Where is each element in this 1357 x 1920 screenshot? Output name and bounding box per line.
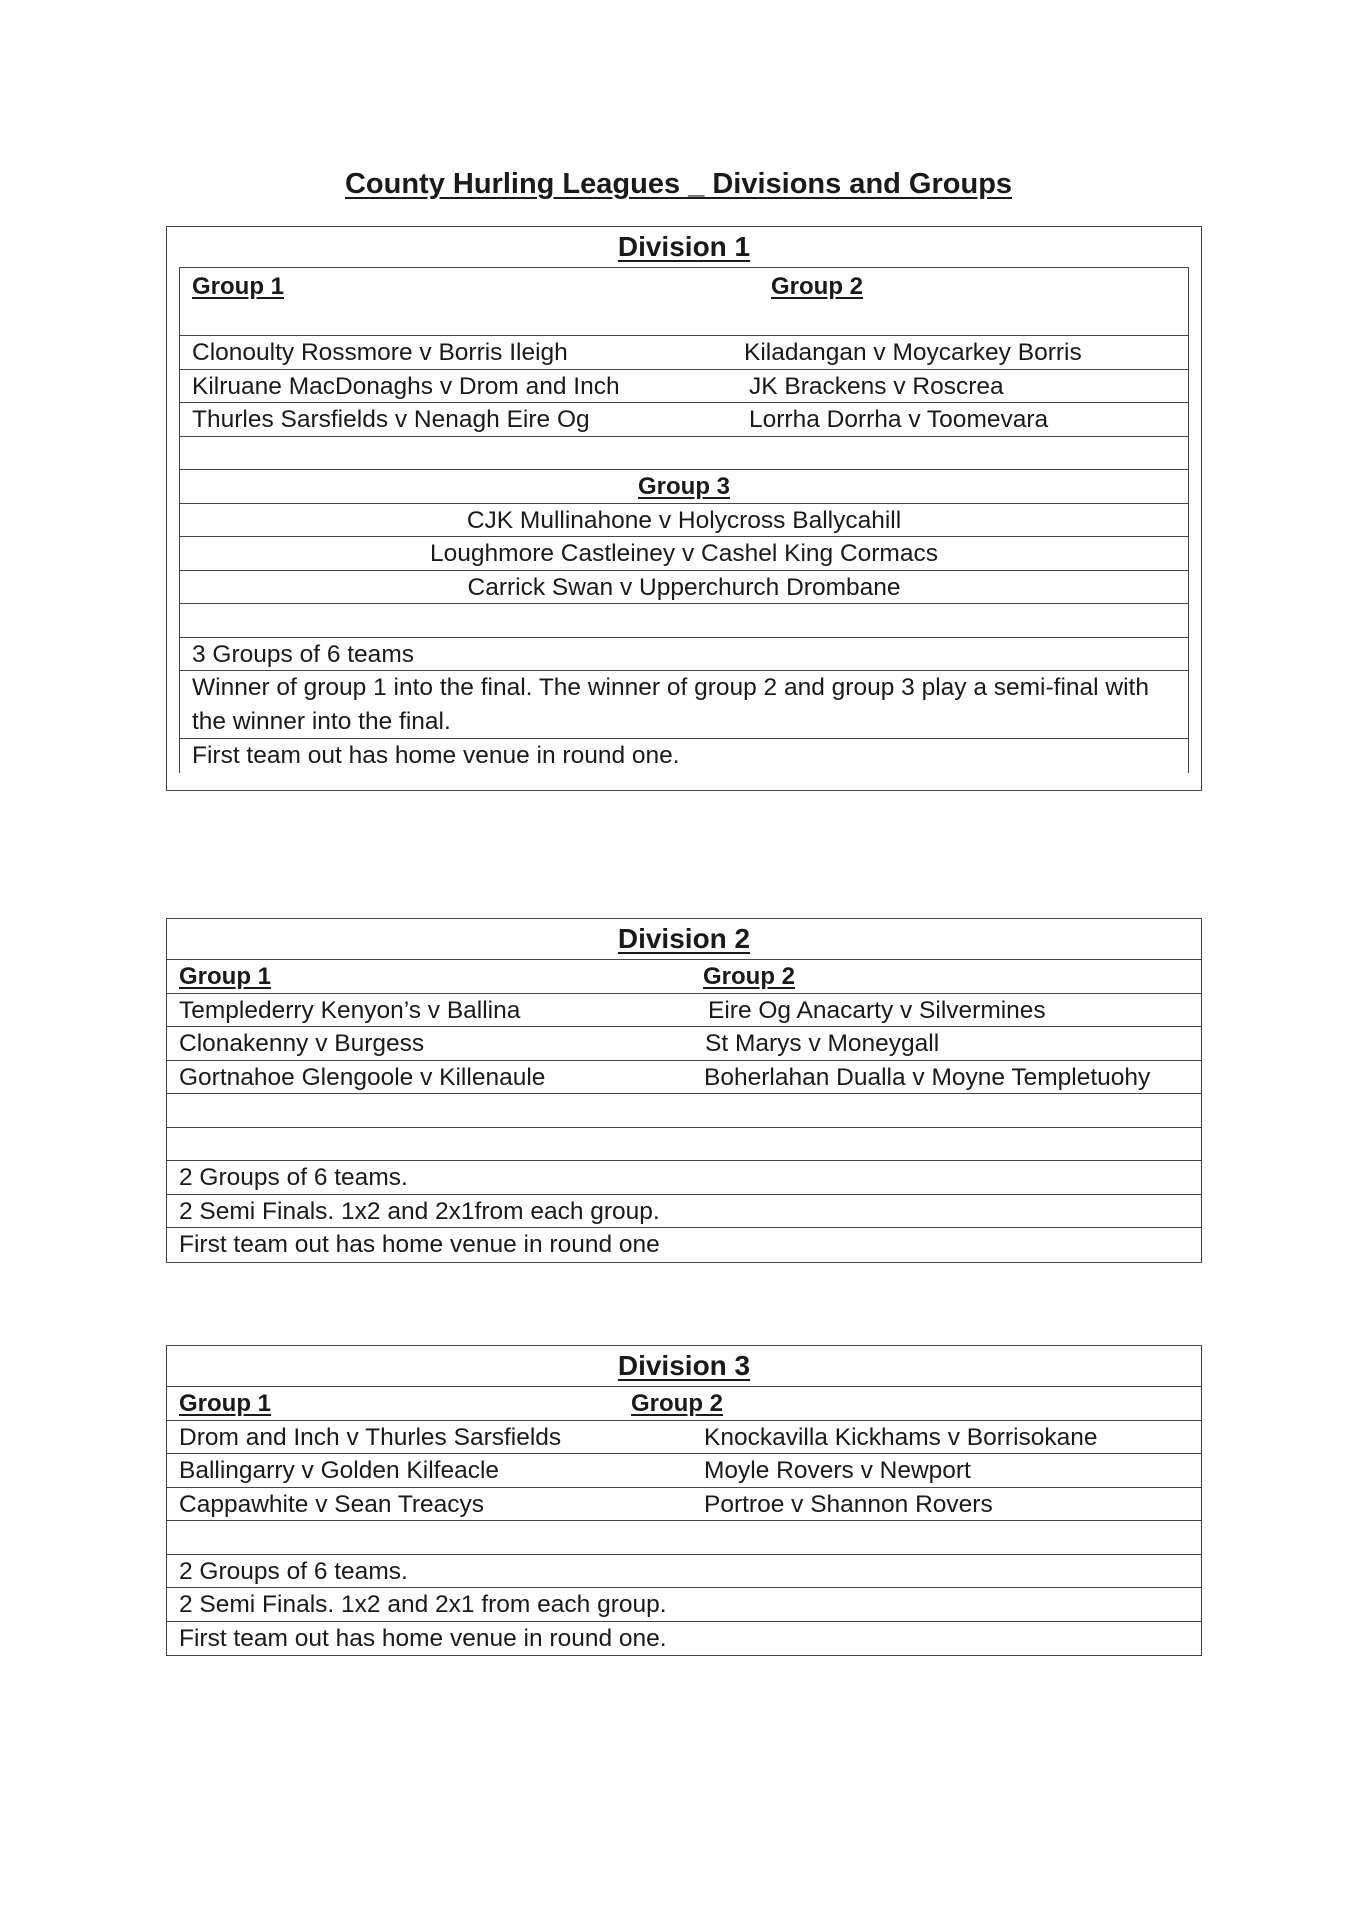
page-title: County Hurling Leagues _ Divisions and Groups <box>344 168 1013 200</box>
group-3-header-row <box>180 470 1188 504</box>
group-1-label: Group 1 <box>179 1390 272 1417</box>
division-2-heading: Division 2 <box>617 923 751 954</box>
group-3-fixture: Carrick Swan v Upperchurch Drombane <box>180 571 1188 605</box>
note-text: 3 Groups of 6 teams <box>192 640 414 668</box>
division-2-rows <box>167 959 1201 1262</box>
group-2-fixture: Kiladangan v Moycarkey Borris <box>744 339 1082 366</box>
group-3-fixture: Loughmore Castleiney v Cashel King Cormacs <box>180 537 1188 571</box>
division-3-heading: Division 3 <box>617 1350 751 1381</box>
empty-row <box>167 1094 1201 1128</box>
division-2-table <box>166 918 1202 1263</box>
group-2-fixture: JK Brackens v Roscrea <box>749 372 1004 400</box>
note-row <box>167 1588 1201 1622</box>
group-2-fixture: Moyle Rovers v Newport <box>704 1457 971 1484</box>
group-1-fixture: Clonakenny v Burgess <box>179 1030 425 1057</box>
group-3-label: Group 3 <box>637 473 730 500</box>
note-text: 2 Semi Finals. 1x2 and 2x1from each group. <box>179 1197 660 1225</box>
group-1-fixture: Drom and Inch v Thurles Sarsfields <box>179 1423 562 1451</box>
fixture-row <box>167 1421 1201 1455</box>
fixture-row <box>167 994 1201 1028</box>
note-row <box>167 1195 1201 1229</box>
division-1-inner-table <box>179 267 1189 773</box>
note-row <box>180 671 1188 739</box>
group-2-label: Group 2 <box>703 963 796 990</box>
division-1-table <box>166 226 1202 791</box>
note-row <box>167 1555 1201 1589</box>
note-row <box>167 1228 1201 1262</box>
empty-row <box>180 604 1188 638</box>
note-row <box>180 638 1188 672</box>
note-text: First team out has home venue in round one. <box>192 742 680 769</box>
group-1-fixture: Thurles Sarsfields v Nenagh Eire Og <box>192 406 590 433</box>
group-2-fixture: Knockavilla Kickhams v Borrisokane <box>704 1423 1098 1451</box>
note-row <box>167 1622 1201 1656</box>
group-header-row <box>167 960 1201 994</box>
group-1-fixture: Templederry Kenyon’s v Ballina <box>179 996 521 1024</box>
empty-row <box>167 1128 1201 1162</box>
note-text: First team out has home venue in round one <box>179 1231 660 1258</box>
group-2-fixture: St Marys v Moneygall <box>705 1030 940 1057</box>
group-2-fixture: Boherlahan Dualla v Moyne Templetuohy <box>704 1063 1151 1091</box>
group-1-fixture: Kilruane MacDonaghs v Drom and Inch <box>192 372 620 400</box>
group-3-fixture: CJK Mullinahone v Holycross Ballycahill <box>180 504 1188 538</box>
group-2-label: Group 2 <box>631 1390 724 1417</box>
note-text: First team out has home venue in round one. <box>179 1624 667 1652</box>
group-1-fixture: Ballingarry v Golden Kilfeacle <box>179 1457 500 1484</box>
note-text: 2 Groups of 6 teams. <box>179 1164 408 1191</box>
division-3-table <box>166 1345 1202 1656</box>
group-2-fixture: Lorrha Dorrha v Toomevara <box>749 406 1049 433</box>
group-1-label: Group 1 <box>192 273 285 300</box>
group-2-fixture: Portroe v Shannon Rovers <box>704 1490 993 1518</box>
fixture-row <box>167 1027 1201 1061</box>
group-1-fixture: Gortnahoe Glengoole v Killenaule <box>179 1063 546 1091</box>
fixture-row <box>167 1488 1201 1522</box>
group-header-row <box>180 268 1188 336</box>
group-2-label: Group 2 <box>771 273 864 300</box>
fixture-row <box>180 336 1188 370</box>
group-header-row <box>167 1387 1201 1421</box>
group-1-fixture: Clonoulty Rossmore v Borris Ileigh <box>192 339 568 366</box>
empty-row <box>180 437 1188 471</box>
group-1-fixture: Cappawhite v Sean Treacys <box>179 1490 485 1518</box>
note-text: 2 Groups of 6 teams. <box>179 1557 408 1585</box>
division-1-heading: Division 1 <box>617 231 751 262</box>
fixture-row <box>167 1454 1201 1488</box>
note-row <box>167 1161 1201 1195</box>
empty-row <box>167 1521 1201 1555</box>
note-text: Winner of group 1 into the final. The winner of group 2 and group 3 play a semi-final with the winner into the final. <box>192 674 1149 735</box>
group-2-fixture: Eire Og Anacarty v Silvermines <box>708 996 1046 1024</box>
note-text: 2 Semi Finals. 1x2 and 2x1 from each group. <box>179 1591 667 1618</box>
group-1-label: Group 1 <box>179 963 272 990</box>
note-row <box>180 739 1188 773</box>
fixture-row <box>167 1061 1201 1095</box>
fixture-row <box>180 370 1188 404</box>
division-3-rows <box>167 1386 1201 1655</box>
fixture-row <box>180 403 1188 437</box>
